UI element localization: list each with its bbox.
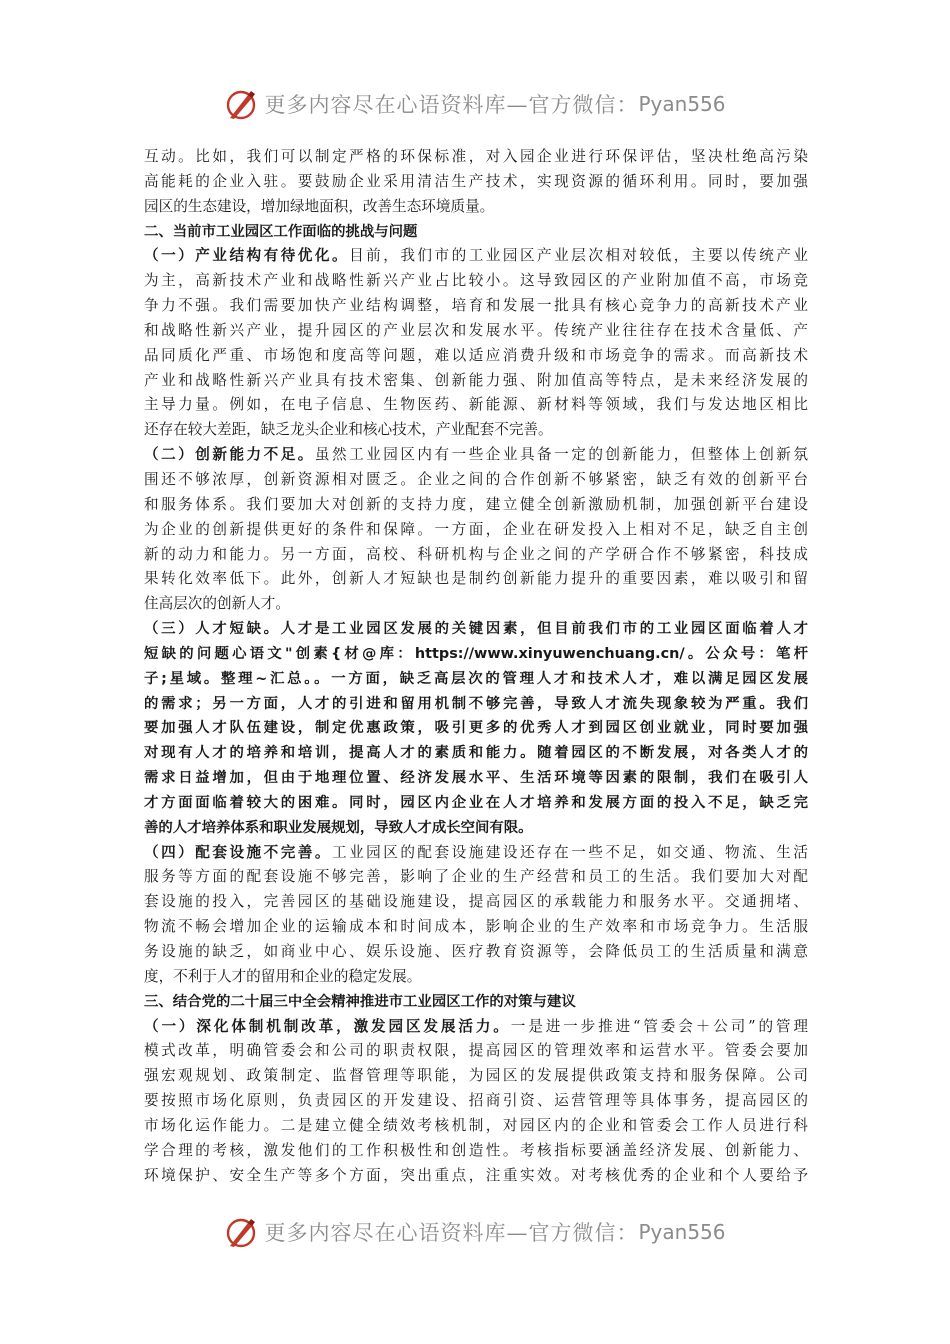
text-line: （三）人才短缺。人才是工业园区发展的关键因素，但目前我们市的工业园区面临着人才 (144, 621, 808, 638)
document-body (144, 145, 808, 1188)
subsection-lead: （二）创新能力不足。 (144, 446, 315, 464)
text-line: 园区的生态建设，增加绿地面积，改善生态环境质量。 (144, 197, 495, 215)
text-line: 为企业的创新提供更好的条件和保障。一方面，企业在研发投入上相对不足，缺乏自主创 (144, 520, 808, 538)
text-line: 主导力量。例如，在电子信息、生物医药、新能源、新材料等领域，我们与发达地区相比 (144, 396, 808, 414)
text-line: 物流不畅会增加企业的运输成本和时间成本，影响企业的生产效率和市场竞争力。生活服 (144, 918, 808, 936)
pen-logo-icon (224, 87, 258, 121)
text-line: 品同质化严重、市场饱和度高等问题，难以适应消费升级和市场竞争的需求。而高新技术 (144, 346, 808, 364)
text-line: 产业和战略性新兴产业具有技术密集、创新能力强、附加值高等特点，是未来经济发展的 (144, 371, 808, 389)
subsection-lead: （一）产业结构有待优化。 (144, 247, 350, 265)
pen-logo-icon (224, 1215, 258, 1249)
text-line: 高能耗的企业入驻。要鼓励企业采用清洁生产技术，实现资源的循环利用。同时，要加强 (144, 172, 808, 190)
header-watermark-banner (0, 84, 950, 124)
text-line: 短缺的问题心语文"创素{材@库：https://www.xinyuwenchuang.cn/。公众号：笔杆 (144, 645, 808, 662)
text-line: 争力不强。我们需要加快产业结构调整，培育和发展一批具有核心竞争力的高新技术产业 (144, 297, 808, 315)
text-line: （一）产业结构有待优化。目前，我们市的工业园区产业层次相对较低，主要以传统产业 (144, 247, 808, 265)
text-line: 善的人才培养体系和职业发展规划，导致人才成长空间有限。 (144, 819, 533, 836)
text-line: （二）创新能力不足。虽然工业园区内有一些企业具备一定的创新能力，但整体上创新氛 (144, 446, 808, 464)
section-heading: 二、当前市工业园区工作面临的挑战与问题 (144, 223, 418, 240)
text-line: 的需求；另一方面，人才的引进和留用机制不够完善，导致人才流失现象较为严重。我们 (144, 695, 808, 712)
text-line: 需求日益增加，但由于地理位置、经济发展水平、生活环境等因素的限制，我们在吸引人 (144, 770, 808, 787)
text-line: 新的动力和能力。另一方面，高校、科研机构与企业之间的产学研合作不够紧密，科技成 (144, 545, 808, 563)
text-line: 住高层次的创新人才。 (144, 595, 290, 613)
section-heading: 三、结合党的二十届三中全会精神推进市工业园区工作的对策与建议 (144, 993, 576, 1010)
text-line: 模式改革，明确管委会和公司的职责权限，提高园区的管理效率和运营水平。管委会要加 (144, 1042, 808, 1060)
text-line: 套设施的投入，完善园区的基础设施建设，提高园区的承载能力和服务水平。交通拥堵、 (144, 893, 808, 911)
subsection-lead: （一）深化体制机制改革，激发园区发展活力。 (144, 1017, 511, 1035)
text-line: （一）深化体制机制改革，激发园区发展活力。一是进一步推进“管委会＋公司”的管理 (144, 1017, 808, 1035)
subsection-lead: （四）配套设施不完善。 (144, 843, 332, 861)
text-line: 还存在较大差距，缺乏龙头企业和核心技术，产业配套不完善。 (144, 421, 553, 439)
text-line: 子;星域。整理~汇总。。一方面，缺乏高层次的管理人才和技术人才，难以满足园区发展 (144, 670, 808, 687)
text-line: 互动。比如，我们可以制定严格的环保标准，对入园企业进行环保评估，坚决杜绝高污染 (144, 148, 808, 165)
text-line: 要按照市场化原则，负责园区的开发建设、招商引资、运营管理等具体事务，提高园区的 (144, 1092, 808, 1110)
text-line: 环境保护、安全生产等多个方面，突出重点，注重实效。对考核优秀的企业和个人要给予 (144, 1166, 808, 1184)
banner-text: 更多内容尽在心语资料库—官方微信： (264, 93, 639, 117)
text-line: 才方面面临着较大的困难。同时，园区内企业在人才培养和发展方面的投入不足，缺乏完 (144, 794, 808, 811)
text-line: 度，不利于人才的留用和企业的稳定发展。 (144, 967, 422, 985)
text-line: 和战略性新兴产业，提升园区的产业层次和发展水平。传统产业往往存在技术含量低、产 (144, 321, 808, 339)
text-line: （四）配套设施不完善。工业园区的配套设施建设还存在一些不足，如交通、物流、生活 (144, 843, 808, 861)
text-line: 服务等方面的配套设施不够完善，影响了企业的生产经营和员工的生活。我们要加大对配 (144, 868, 808, 886)
text-line: 务设施的缺乏，如商业中心、娱乐设施、医疗教育资源等，会降低员工的生活质量和满意 (144, 943, 808, 960)
text-line: 围还不够浓厚，创新资源相对匮乏。企业之间的合作创新不够紧密，缺乏有效的创新平台 (144, 470, 808, 488)
text-line: 对现有人才的培养和培训，提高人才的素质和能力。随着园区的不断发展，对各类人才的 (144, 745, 808, 762)
text-line: 强宏观规划、政策制定、监督管理等职能，为园区的发展提供政策支持和服务保障。公司 (144, 1067, 808, 1085)
footer-watermark-banner (0, 1212, 950, 1252)
banner-wechat-id: Pyan556 (638, 1220, 726, 1244)
banner-wechat-id: Pyan556 (638, 92, 726, 116)
text-line: 学合理的考核，激发他们的工作积极性和创造性。考核指标要涵盖经济发展、创新能力、 (144, 1141, 808, 1159)
text-line: 和服务体系。我们要加大对创新的支持力度，建立健全创新激励机制，加强创新平台建设 (144, 495, 808, 513)
banner-text: 更多内容尽在心语资料库—官方微信： (264, 1221, 639, 1245)
text-line: 为主，高新技术产业和战略性新兴产业占比较小。这导致园区的产业附加值不高，市场竞 (144, 272, 808, 290)
text-line: 要加强人才队伍建设，制定优惠政策，吸引更多的优秀人才到园区创业就业，同时要加强 (144, 720, 808, 737)
text-line: 果转化效率低下。此外，创新人才短缺也是制约创新能力提升的重要因素，难以吸引和留 (144, 570, 808, 588)
text-line: 市场化运作能力。二是建立健全绩效考核机制，对园区内的企业和管委会工作人员进行科 (144, 1116, 808, 1134)
